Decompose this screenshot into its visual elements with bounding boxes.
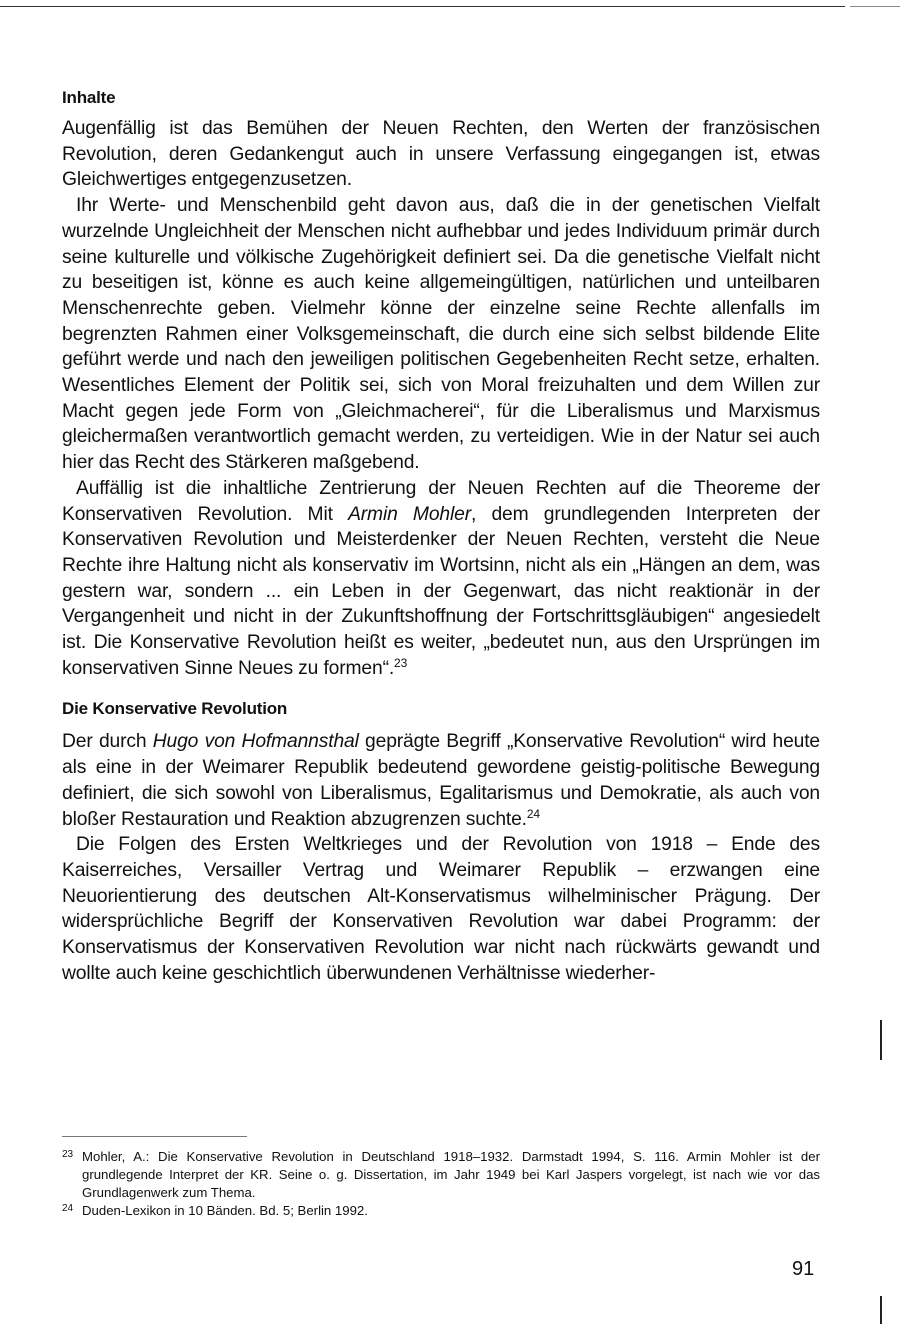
footnote-separator [62, 1136, 247, 1137]
top-rule-right [850, 6, 900, 7]
footnote [62, 1148, 820, 1202]
footnote-text: Duden-Lexikon in 10 Bänden. Bd. 5; Berlin 1992. [82, 1203, 368, 1218]
person-name: Armin Mohler [348, 503, 471, 525]
paragraph: Augenfällig ist das Bemühen der Neuen Rechten, den Werten der französischen Revolution, deren Gedankengut auch in unsere Verfassung eingegangen ist, etwas Gleichwertiges entgegenzusetzen. [62, 118, 820, 191]
paragraph: Die Folgen des Ersten Weltkrieges und der Revolution von 1918 – Ende des Kaiserreiches, Versailler Vertrag und Weimarer Republik – erzwangen eine Neuorientierung des deutschen Alt-Konservatismus wilhelminischer Prägung. Der widersprüchliche Begriff der Konservativen Revolution war dabei Programm: der Konservatismus der Konservativen Revolution war nicht nach rückwärts gewandt und wollte auch keine geschichtlich überwundenen Verhältnisse wiederher- [62, 834, 820, 984]
text-run: , dem grundlegenden Interpreten der Konservativen Revolution und Meisterdenker der Neuen Rechten, versteht die Neue Rechte ihre Haltung nicht als konservativ im Wortsinn, nicht als ein „Hängen an dem, was gestern war, sondern ... ein Leben in der Gegenwart, das nicht reaktionär in der Vergangenheit und nicht in der Zukunftshoffnung der Fortschrittsgläubigen“ angesiedelt ist. Die Konservative Revolution heißt es weiter, „bedeutet nun, aus den Ursprüngen im konservativen Sinne Neues zu formen“. [62, 503, 821, 679]
top-rule [0, 6, 845, 7]
margin-mark [880, 1020, 882, 1060]
text-run: Auffällig ist die inhaltliche Zentrierung der Neuen Rechten auf die Theoreme der Konservativen Revolution. Mit [62, 477, 820, 525]
paragraph [62, 729, 820, 832]
margin-mark [880, 1296, 882, 1324]
section-heading-konservative-revolution: Die Konservative Revolution [62, 699, 288, 719]
page-number: 91 [792, 1258, 815, 1280]
person-name: Hugo von Hofmannsthal [152, 731, 359, 753]
text-run: Der durch [62, 731, 153, 753]
paragraph [62, 476, 820, 682]
footnotes [62, 1148, 820, 1220]
footnote-ref[interactable]: 23 [394, 655, 408, 670]
footnote-ref[interactable]: 24 [526, 806, 540, 821]
text-run: geprägte Begriff „Konservative Revolution“ wird heute als eine in der Weimarer Republik bedeutend gewordene geistig-politische Bewegung definiert, die sich sowohl von Liberalismus, Egalitarismus und Demokratie, als auch von bloßer Restauration und Reaktion abzugrenzen suchte. [62, 731, 820, 830]
page-body [62, 88, 820, 987]
footnote [62, 1202, 820, 1220]
paragraph: Ihr Werte- und Menschenbild geht davon aus, daß die in der genetischen Vielfalt wurzelnde Ungleichheit der Menschen nicht aufhebbar und jedes Individuum primär durch seine kulturelle und völkische Zugehörigkeit definiert sei. Da die genetische Vielfalt nicht zu beseitigen ist, könne es auch keine allgemeingültigen, natürlichen und unteilbaren Menschenrechte geben. Vielmehr könne der einzelne seine Rechte allenfalls im begrenzten Rahmen einer Volksgemeinschaft, die durch eine sich selbst bildende Elite geführt werde und nach den jeweiligen politischen Gegebenheiten Recht setze, erhalten. Wesentliches Element der Politik sei, sich von Moral freizuhalten und dem Willen zur Macht gegen jede Form von „Gleichmacherei“, für die Liberalismus und Marxismus gleichermaßen verantwortlich gemacht werden, zu verteidigen. Wie in der Natur sei auch hier das Recht des Stärkeren maßgebend. [62, 195, 820, 474]
footnote-text: Mohler, A.: Die Konservative Revolution in Deutschland 1918–1932. Darmstadt 1994, S. 116. Armin Mohler ist der grundlegende Interpret der KR. Seine o. g. Dissertation, im Jahr 1949 bei Karl Jaspers vorgelegt, ist nach wie vor das Grundlagenwerk zum Thema. [82, 1149, 820, 1200]
footnote-number: 23 [62, 1149, 74, 1160]
footnote-number: 24 [62, 1203, 74, 1214]
section-heading-inhalte: Inhalte [62, 88, 116, 107]
